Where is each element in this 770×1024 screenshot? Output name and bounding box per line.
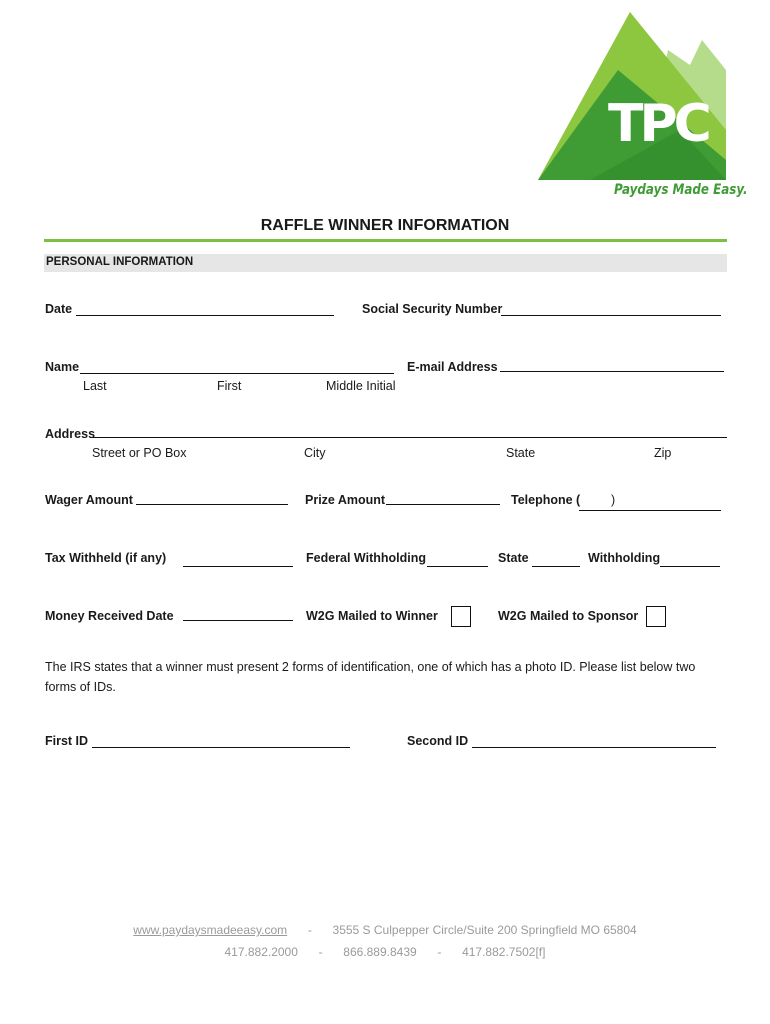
address-state-sublabel: State xyxy=(506,446,536,460)
first-id-label: First ID xyxy=(45,734,89,748)
website-link[interactable]: www.paydaysmadeeasy.com xyxy=(133,923,288,937)
state-field[interactable] xyxy=(532,566,580,567)
address-label: Address xyxy=(45,427,96,441)
date-field[interactable] xyxy=(76,315,334,316)
footer-phone-main: 417.882.2000 xyxy=(224,945,298,959)
name-first-sublabel: First xyxy=(217,379,242,393)
ssn-label: Social Security Number xyxy=(362,302,503,316)
footer-fax: 417.882.7502[f] xyxy=(462,945,546,959)
tpc-logo xyxy=(530,10,748,205)
footer-separator: - xyxy=(437,945,442,959)
telephone-label: Telephone ( xyxy=(511,493,581,507)
second-id-field[interactable] xyxy=(472,747,716,748)
w2g-sponsor-label: W2G Mailed to Sponsor xyxy=(498,609,639,623)
w2g-sponsor-checkbox[interactable] xyxy=(646,606,666,627)
date-label: Date xyxy=(45,302,73,316)
state-label: State xyxy=(498,551,529,565)
address-street-sublabel: Street or PO Box xyxy=(92,446,187,460)
money-received-field[interactable] xyxy=(183,620,293,621)
form-title: RAFFLE WINNER INFORMATION xyxy=(260,217,510,234)
section-header xyxy=(44,254,727,272)
name-field[interactable] xyxy=(80,373,394,374)
w2g-winner-checkbox[interactable] xyxy=(451,606,471,627)
telephone-field[interactable] xyxy=(579,510,721,511)
address-field[interactable] xyxy=(92,437,727,438)
second-id-label: Second ID xyxy=(407,734,469,748)
withholding-field[interactable] xyxy=(660,566,720,567)
footer-line-1 xyxy=(0,923,770,937)
address-city-sublabel: City xyxy=(304,446,326,460)
name-middle-sublabel: Middle Initial xyxy=(326,379,396,393)
email-label: E-mail Address xyxy=(407,360,498,374)
ssn-field[interactable] xyxy=(501,315,721,316)
prize-field[interactable] xyxy=(386,504,500,505)
logo-tagline: Paydays Made Easy. xyxy=(614,182,748,198)
prize-label: Prize Amount xyxy=(305,493,386,507)
wager-field[interactable] xyxy=(136,504,288,505)
federal-withholding-label: Federal Withholding xyxy=(306,551,427,565)
wager-label: Wager Amount xyxy=(45,493,133,507)
name-last-sublabel: Last xyxy=(83,379,107,393)
tax-withheld-field[interactable] xyxy=(183,566,293,567)
logo-text: TPC xyxy=(608,94,708,154)
footer-separator: - xyxy=(307,923,312,937)
address-zip-sublabel: Zip xyxy=(654,446,672,460)
money-received-label: Money Received Date xyxy=(45,609,174,623)
email-field[interactable] xyxy=(500,371,724,372)
w2g-winner-label: W2G Mailed to Winner xyxy=(306,609,438,623)
title-rule xyxy=(44,239,727,242)
federal-withholding-field[interactable] xyxy=(427,566,488,567)
footer-phone-tollfree: 866.889.8439 xyxy=(343,945,417,959)
footer-separator: - xyxy=(318,945,323,959)
telephone-paren-close: ) xyxy=(611,493,616,507)
withholding-label: Withholding xyxy=(588,551,661,565)
footer-address: 3555 S Culpepper Circle/Suite 200 Springfield MO 65804 xyxy=(332,923,637,937)
section-title: PERSONAL INFORMATION xyxy=(46,256,194,268)
footer-line-2 xyxy=(0,945,770,959)
irs-note: The IRS states that a winner must present 2 forms of identification, one of which has a photo ID. Please list below two forms of IDs. xyxy=(45,660,696,694)
first-id-field[interactable] xyxy=(92,747,350,748)
name-label: Name xyxy=(45,360,80,374)
tax-withheld-label: Tax Withheld (if any) xyxy=(45,551,167,565)
